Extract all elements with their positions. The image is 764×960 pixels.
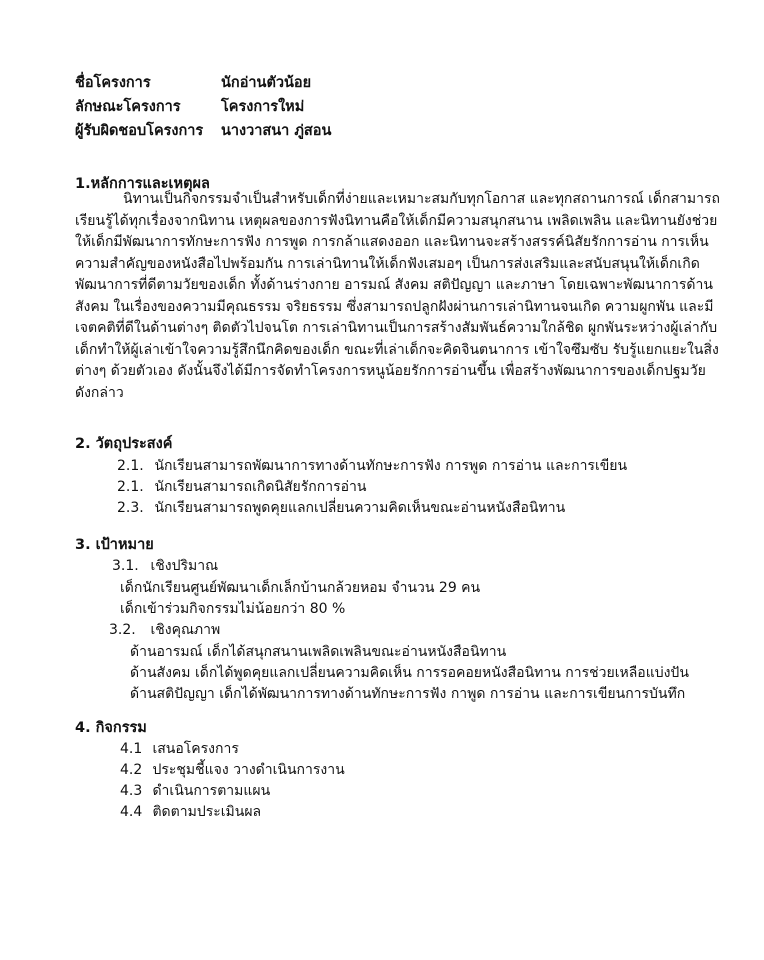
objective-item <box>117 476 366 498</box>
item-text: นักเรียนสามารถเกิดนิสัยรักการอ่าน <box>154 479 367 495</box>
paragraph-line: เด็กทำให้ผู้เล่าเข้าใจความรู้สึกนึกคิดของเด็ก ขณะที่เล่าเด็กจะคิดจินตนาการ เข้าใจซึมซับ รับรู้แยกแยะในสิ่ง <box>75 341 719 358</box>
activity-item <box>120 780 270 802</box>
item-text: ติดตามประเมินผล <box>152 804 262 820</box>
target-quantity-heading <box>112 555 218 577</box>
paragraph-line: ดังกล่าว <box>75 384 124 401</box>
target-quantity-line: เด็กนักเรียนศูนย์พัฒนาเด็กเล็กบ้านกล้วยหอม จำนวน 29 คน <box>120 580 481 596</box>
project-owner-value: นางวาสนา ภู่สอน <box>221 122 332 139</box>
section4-heading: 4. กิจกรรม <box>75 720 147 736</box>
item-text: นักเรียนสามารถพูดคุยแลกเปลี่ยนความคิดเห็นขณะอ่านหนังสือนิทาน <box>154 500 566 516</box>
target-quality-heading <box>109 619 220 641</box>
item-text: เชิงปริมาณ <box>150 558 219 574</box>
target-quality-line: ด้านอารมณ์ เด็กได้สนุกสนานเพลิดเพลินขณะอ่านหนังสือนิทาน <box>130 644 507 660</box>
paragraph-line: ความสำคัญของหนังสือไปพร้อมกัน การเล่านิทานให้เด็กฟังเสมอๆ เป็นการส่งเสริมและสนับสนุนให้เด็กเกิด <box>75 255 700 272</box>
paragraph-line: นิทานเป็นกิจกรรมจำเป็นสำหรับเด็กที่ง่ายและเหมาะสมกับทุกโอกาส และทุกสถานการณ์ เด็กสามารถ <box>123 191 720 207</box>
activity-item <box>120 759 345 781</box>
project-name-label: ชื่อโครงการ <box>75 74 151 91</box>
objective-item <box>117 497 565 519</box>
activity-item <box>120 801 261 823</box>
target-quantity-line: เด็กเข้าร่วมกิจกรรมไม่น้อยกว่า 80 % <box>120 601 346 617</box>
section2-heading: 2. วัตถุประสงค์ <box>75 436 173 452</box>
item-text: เชิงคุณภาพ <box>150 622 221 638</box>
item-number: 3.1. <box>112 558 139 574</box>
section1-paragraph <box>75 189 720 404</box>
item-text: ดำเนินการตามแผน <box>152 783 271 799</box>
section3-heading: 3. เป้าหมาย <box>75 537 154 553</box>
item-text: เสนอโครงการ <box>152 741 239 757</box>
project-info <box>75 70 331 142</box>
paragraph-line: ให้เด็กมีพัฒนาการทักษะการฟัง การพูด การกล้าแสดงออก และนิทานจะสร้างสรรค์นิสัยรักการอ่าน การเห็น <box>75 234 709 250</box>
item-number: 3.2. <box>109 622 136 638</box>
item-text: ประชุมชี้แจง วางดำเนินการงาน <box>152 762 345 778</box>
item-number: 4.4 <box>120 804 143 820</box>
paragraph-line: ต่างๆ ด้วยตัวเอง ดังนั้นจึงได้มีการจัดทำโครงการหนูน้อยรักการอ่านขึ้น เพื่อสร้างพัฒนาการของเด็กปฐมวัย <box>75 363 706 379</box>
target-quality-line: ด้านสังคม เด็กได้พูดคุยแลกเปลี่ยนความคิดเห็น การรอคอยหนังสือนิทาน การช่วยเหลือแบ่งปัน <box>130 665 689 681</box>
item-number: 2.1. <box>117 458 144 474</box>
paragraph-line: สังคม ในเรื่องของความมีคุณธรรม จริยธรรม ซึ่งสามารถปลูกฝังผ่านการเล่านิทานจนเกิด ความผูกพัน และมี <box>75 298 714 315</box>
item-number: 2.3. <box>117 500 144 516</box>
section1-heading: 1.หลักการและเหตุผล <box>75 176 210 192</box>
project-type-label: ลักษณะโครงการ <box>75 98 181 115</box>
item-text: นักเรียนสามารถพัฒนาการทางด้านทักษะการฟัง การพูด การอ่าน และการเขียน <box>154 458 628 474</box>
project-owner-label: ผู้รับผิดชอบโครงการ <box>75 122 204 139</box>
item-number: 4.3 <box>120 783 143 799</box>
project-type-value: โครงการใหม่ <box>221 98 305 115</box>
project-name-row <box>75 70 331 94</box>
project-type-row <box>75 94 331 118</box>
target-quality-line: ด้านสติปัญญา เด็กได้พัฒนาการทางด้านทักษะการฟัง กาพูด การอ่าน และการเขียนการบันทึก <box>130 686 686 702</box>
paragraph-line: เจตคติที่ดีในด้านต่างๆ ติดตัวไปจนโต การเล่านิทานเป็นการสร้างสัมพันธ์ความใกล้ชิด ผูกพันระหว่างผู้เล่ากับ <box>75 320 718 336</box>
item-number: 4.2 <box>120 762 143 778</box>
paragraph-line: เรียนรู้ได้ทุกเรื่องจากนิทาน เหตุผลของการฟังนิทานคือให้เด็กมีความสนุกสนาน เพลิดเพลิน และนิทานยังช่วย <box>75 212 718 229</box>
item-number: 4.1 <box>120 741 143 757</box>
objective-item <box>117 455 627 477</box>
paragraph-line: พัฒนาการที่ดีตามวัยของเด็ก ทั้งด้านร่างกาย อารมณ์ สังคม สติปัญญา และภาษา โดยเฉพาะพัฒนาการด้าน <box>75 277 713 293</box>
item-number: 2.1. <box>117 479 144 495</box>
project-owner-row <box>75 118 331 142</box>
activity-item <box>120 738 239 760</box>
project-name-value: นักอ่านตัวน้อย <box>221 74 312 91</box>
